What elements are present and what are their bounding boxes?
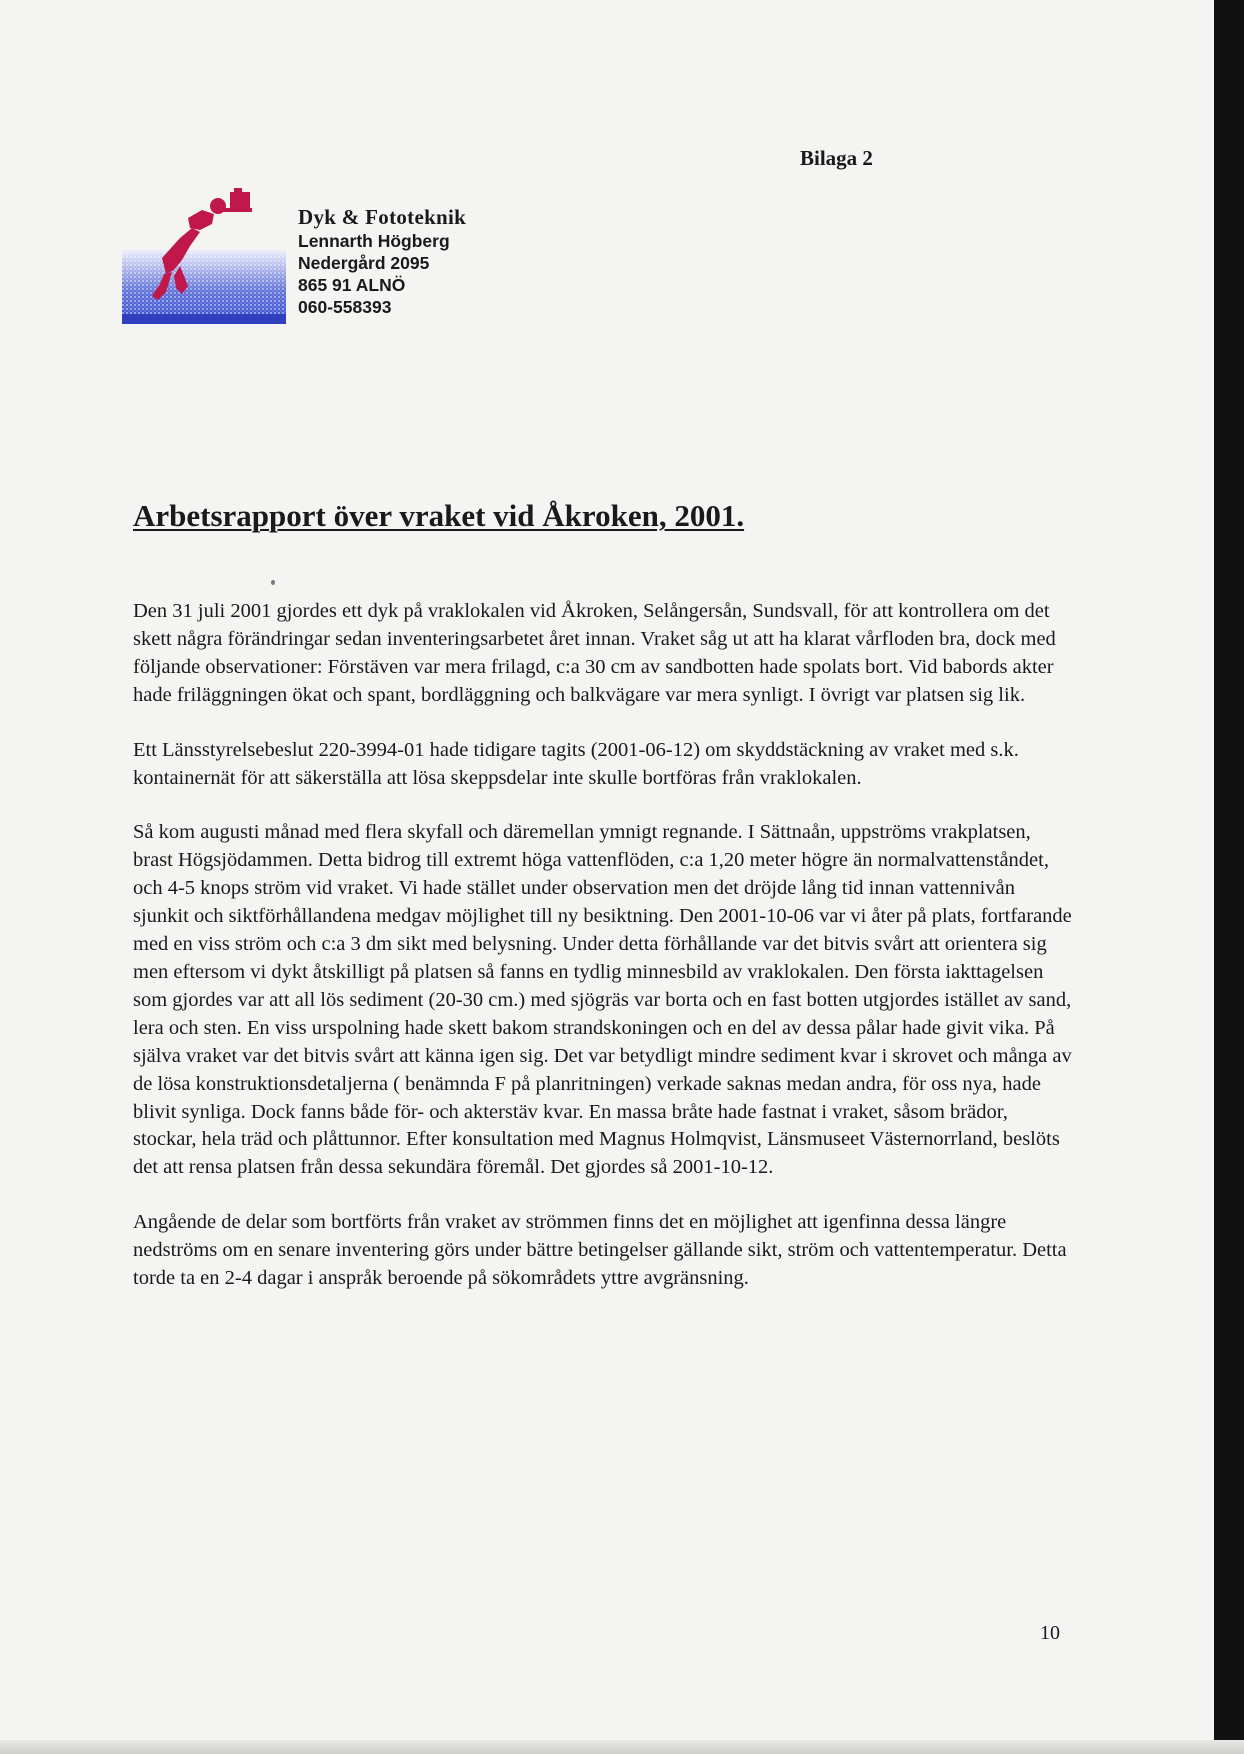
paragraph-1: Den 31 juli 2001 gjordes ett dyk på vraklokalen vid Åkroken, Selångersån, Sundsvall, för att kontrollera om det skett några förändringar sedan inventeringsarbetet året innan. Vraket såg ut att ha klarat vårfloden bra, dock med följande observationer: Förstäven var mera frilagd, c:a 30 cm av sandbotten hade spolats bort. Vid babords akter hade friläggningen ökat och spant, bordläggning och balkvägare var mera synligt. I övrigt var platsen sig lik. bbox=[133, 600, 1056, 706]
diver-photographer-logo bbox=[122, 188, 286, 324]
paragraph-4: Angående de delar som bortförts från vraket av strömmen finns det en möjlighet att igenfinna dessa längre nedströms om en senare inventering görs under bättre betingelser gällande sikt, ström och vattentemperatur. Detta torde ta en 2-4 dagar i anspråk beroende på sökområdets yttre avgränsning. bbox=[133, 1211, 1067, 1290]
paragraph-3: Så kom augusti månad med flera skyfall och däremellan ymnigt regnande. I Sättnaån, uppströms vrakplatsen, brast Högsjödammen. Detta bidrog till extremt höga vattenflöden, c:a 1,20 meter högre än normalvattenståndet, och 4-5 knops ström vid vraket. Vi hade stället under observation men det dröjde lång tid innan vattennivån sjunkit och siktförhållandena medgav möjlighet till ny besiktning. Den 2001-10-06 var vi åter på plats, fortfarande med en viss ström och c:a 3 dm sikt med belysning. Under detta förhållande var det bitvis svårt att orientera sig men eftersom vi dykt åtskilligt på platsen så fanns en tydlig minnesbild av vraklokalen. Den första iakttagelsen som gjordes var att all lös sediment (20-30 cm.) med sjögräs var borta och en fast botten utgjordes istället av sand, lera och sten. En viss urspolning hade skett bakom strandskoningen och en del av dessa pålar hade givit vika. På själva vraket var det bitvis svårt att känna igen sig. Det var betydligt mindre sediment kvar i skrovet och många av de lösa konstruktionsdetaljerna ( benämnda F på planritningen) verkade saknas medan andra, för oss nya, hade blivit synliga. Dock fanns både för- och akterstäv kvar. En massa bråte hade fastnat i vraket, såsom brädor, stockar, hela träd och plåttunnor. Efter konsultation med Magnus Holmqvist, Länsmuseet Västernorrland, beslöts det att rensa platsen från dessa sekundära föremål. Det gjordes så 2001-10-12. bbox=[133, 821, 1072, 1179]
scan-speck bbox=[271, 580, 275, 585]
scan-edge-bottom bbox=[0, 1740, 1244, 1754]
page-number: 10 bbox=[1040, 1622, 1060, 1644]
phone-number: 060-558393 bbox=[298, 297, 392, 317]
letterhead bbox=[298, 206, 466, 318]
postal-address: 865 91 ALNÖ bbox=[298, 275, 406, 295]
scan-edge-right bbox=[1214, 0, 1244, 1754]
document-title: Arbetsrapport över vraket vid Åkroken, 2001. bbox=[133, 498, 745, 533]
company-name: Dyk & Fototeknik bbox=[298, 205, 467, 229]
contact-name: Lennarth Högberg bbox=[298, 231, 450, 251]
attachment-label: Bilaga 2 bbox=[800, 146, 873, 170]
paragraph-2: Ett Länsstyrelsebeslut 220-3994-01 hade tidigare tagits (2001-06-12) om skyddstäckning av vraket med s.k. kontainernät för att säkerställa att lösa skeppsdelar inte skulle bortföras från vraklokalen. bbox=[133, 738, 1019, 789]
street-address: Nedergård 2095 bbox=[298, 253, 430, 273]
report-body bbox=[133, 598, 1073, 1320]
